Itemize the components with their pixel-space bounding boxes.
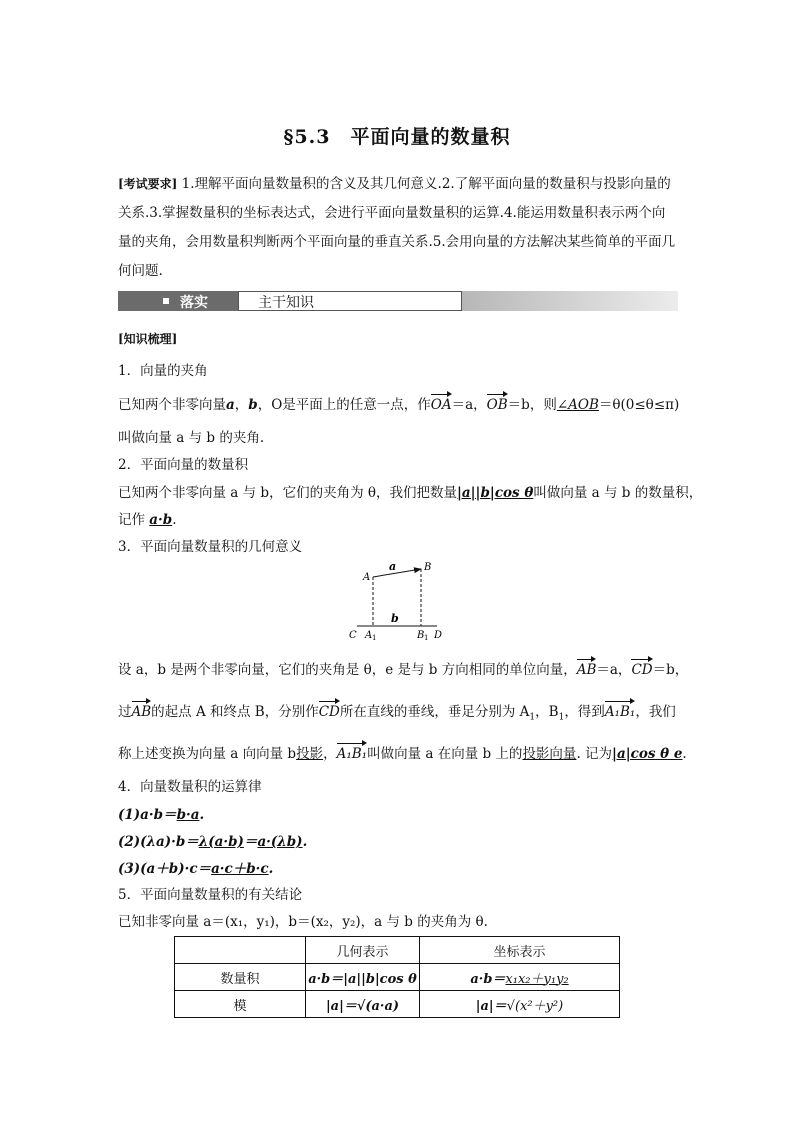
section-5-heading: 5．平面向量数量积的有关结论 — [118, 887, 303, 903]
vector-ab: AB — [576, 662, 597, 678]
modulus-pre: |a|＝ — [475, 998, 507, 1014]
table-cell: 数量积 — [175, 964, 306, 991]
dot-product-formula: |a||b|cos θ — [456, 485, 534, 501]
label-a: a — [389, 560, 397, 573]
law-1-answer: b·a — [176, 807, 200, 823]
law-3-answer: a·c＋b·c — [211, 861, 269, 877]
section-2-para-2 — [118, 508, 688, 528]
law-2-answer-2: a·(λb) — [257, 834, 303, 850]
section-2-para — [118, 481, 703, 501]
section-5-intro: 已知非零向量 a＝(x₁，y₁)，b＝(x₂，y₂)，a 与 b 的夹角为 θ. — [118, 914, 488, 930]
s2-text: 已知两个非零向量 a 与 b，它们的夹角为 θ，我们把数量 — [118, 485, 457, 501]
angle-aob: ∠AOB — [556, 397, 599, 413]
banner-right-label: 主干知识 — [258, 295, 314, 311]
sub-1b: 1 — [558, 712, 565, 723]
law-3-post: . — [268, 861, 274, 877]
theta-range: ＝θ(0≤θ≤π) — [598, 397, 680, 413]
s1-text: 已知两个非零向量 — [118, 397, 226, 413]
s3-text-2f: ，我们 — [635, 704, 676, 720]
law-1 — [118, 803, 688, 823]
coord-answer: x₁x₂＋y₁y₂ — [505, 971, 569, 987]
projection-diagram — [345, 556, 455, 646]
s3-text-3b: ， — [323, 746, 337, 762]
section-1-para-2: 叫做向量 a 与 b 的夹角. — [118, 430, 265, 446]
section-3-para-2 — [118, 700, 688, 723]
label-point-b1: B — [417, 630, 425, 641]
section-1-heading: 1．向量的夹角 — [118, 363, 208, 379]
s3-text-2e: ，得到 — [564, 704, 605, 720]
law-2-post: . — [302, 834, 308, 850]
section-2-heading: 2．平面向量的数量积 — [118, 457, 249, 473]
section-4-heading: 4．向量数量积的运算律 — [118, 779, 262, 795]
projection-vector-term: 投影向量 — [522, 746, 577, 762]
vector-oa: OA — [430, 397, 452, 413]
s3-eq1: ＝a， — [596, 662, 632, 678]
law-3-pre: (3)(a＋b)·c＝ — [118, 861, 212, 877]
s3-text-1: 设 a，b 是两个非零向量，它们的夹角是 θ，e 是与 b 方向相同的单位向量， — [118, 662, 577, 678]
vector-ab-arrow — [373, 569, 421, 577]
section-3-para-3 — [118, 742, 688, 762]
page-title: §5.3 平面向量的数量积 — [283, 126, 511, 148]
vector-a: a — [226, 397, 235, 413]
conclusion-table — [174, 936, 620, 1018]
s3-text-3c: 叫做向量 a 在向量 b 上的 — [367, 746, 523, 762]
exam-requirements — [118, 170, 678, 286]
s3-text-3d: . 记为 — [576, 746, 613, 762]
label-b1-sub: 1 — [424, 634, 429, 642]
law-2-pre: (2)(λa)·b＝ — [118, 834, 199, 850]
dot-product-notation: a·b — [149, 512, 173, 528]
label-point-c: C — [349, 630, 357, 641]
label-a1-sub: 1 — [372, 634, 377, 642]
law-2 — [118, 830, 688, 850]
vector-a1b1: A₁B₁ — [604, 704, 636, 720]
s3-text-2c: 所在直线的垂线，垂足分别为 A — [339, 704, 530, 720]
projection-term: 投影 — [296, 746, 324, 762]
table-header-cell: 坐标表示 — [420, 937, 620, 964]
section-banner — [118, 291, 678, 311]
vector-a1b1-2: A₁B₁ — [336, 746, 368, 762]
law-2-mid: ＝ — [243, 834, 258, 850]
law-3 — [118, 857, 688, 877]
sub-1: 1 — [529, 712, 536, 723]
section-3-heading: 3．平面向量数量积的几何意义 — [118, 539, 303, 555]
section-3-para-1 — [118, 658, 688, 678]
vector-cd: CD — [631, 662, 653, 678]
label-point-d: D — [434, 630, 443, 641]
label-b: b — [391, 612, 399, 625]
law-1-post: . — [199, 807, 205, 823]
s3-eq2: ＝b， — [652, 662, 689, 678]
table-cell: 模 — [175, 991, 306, 1018]
s2-notation-end: . — [172, 512, 177, 528]
s3-text-2a: 过 — [118, 704, 132, 720]
banner-left-label: 落实 — [180, 295, 208, 311]
s3-text-2d: ，B — [535, 704, 559, 720]
label-point-a1: A — [365, 630, 373, 641]
vector-ob: OB — [486, 397, 508, 413]
label-point-a: A — [363, 572, 371, 583]
s2-text-end: 叫做向量 a 与 b 的数量积， — [533, 485, 703, 501]
table-header-cell — [175, 937, 306, 964]
table-cell — [420, 991, 620, 1018]
section-1-para: 已知两个非零向量a，b，O是平面上的任意一点，作OA＝a，OB＝b，则∠AOB＝θ(0≤θ≤π) — [118, 397, 680, 413]
coord-pre: a·b＝ — [470, 971, 506, 987]
s2-notation-pre: 记作 — [118, 512, 145, 528]
projection-formula: |a|cos θ e — [612, 746, 683, 762]
law-1-pre: (1)a·b＝ — [118, 807, 177, 823]
table-cell: |a|＝√(a·a) — [306, 991, 420, 1018]
vector-b: b — [248, 397, 258, 413]
table-cell: a·b＝|a||b|cos θ — [306, 964, 420, 991]
requirements-tag: [考试要求] — [118, 177, 178, 191]
label-point-b: B — [424, 562, 432, 573]
s1-eq-a: ＝a， — [451, 397, 487, 413]
knowledge-tag: [知识梳理] — [118, 332, 178, 346]
vector-ab-2: AB — [131, 704, 152, 720]
law-2-answer-1: λ(a·b) — [198, 834, 244, 850]
square-bullet-icon — [163, 298, 169, 304]
s1-eq-b: ＝b，则 — [507, 397, 557, 413]
vector-cd-2: CD — [318, 704, 340, 720]
table-cell — [420, 964, 620, 991]
s3-text-2b: 的起点 A 和终点 B，分别作 — [151, 704, 319, 720]
table-header-row — [175, 937, 620, 964]
modulus-answer: √(x²＋y²) — [506, 998, 564, 1014]
table-header-cell: 几何表示 — [306, 937, 420, 964]
s3-text-3a: 称上述变换为向量 a 向向量 b — [118, 746, 297, 762]
requirements-text: 1.理解平面向量数量积的含义及其几何意义.2.了解平面向量的数量积与投影向量的关系.3.掌握数量积的坐标表达式，会进行平面向量数量积的运算.4.能运用数量积表示两个向量的夹角，会用数量积判断两个平面向量的垂直关系.5.会用向量的方法解决某些简单的平面几何问题. — [118, 176, 676, 279]
table-row — [175, 991, 620, 1018]
s3-text-3e: . — [682, 746, 687, 762]
s1-text-o: ，O是平面上的任意一点，作 — [257, 397, 431, 413]
table-row — [175, 964, 620, 991]
